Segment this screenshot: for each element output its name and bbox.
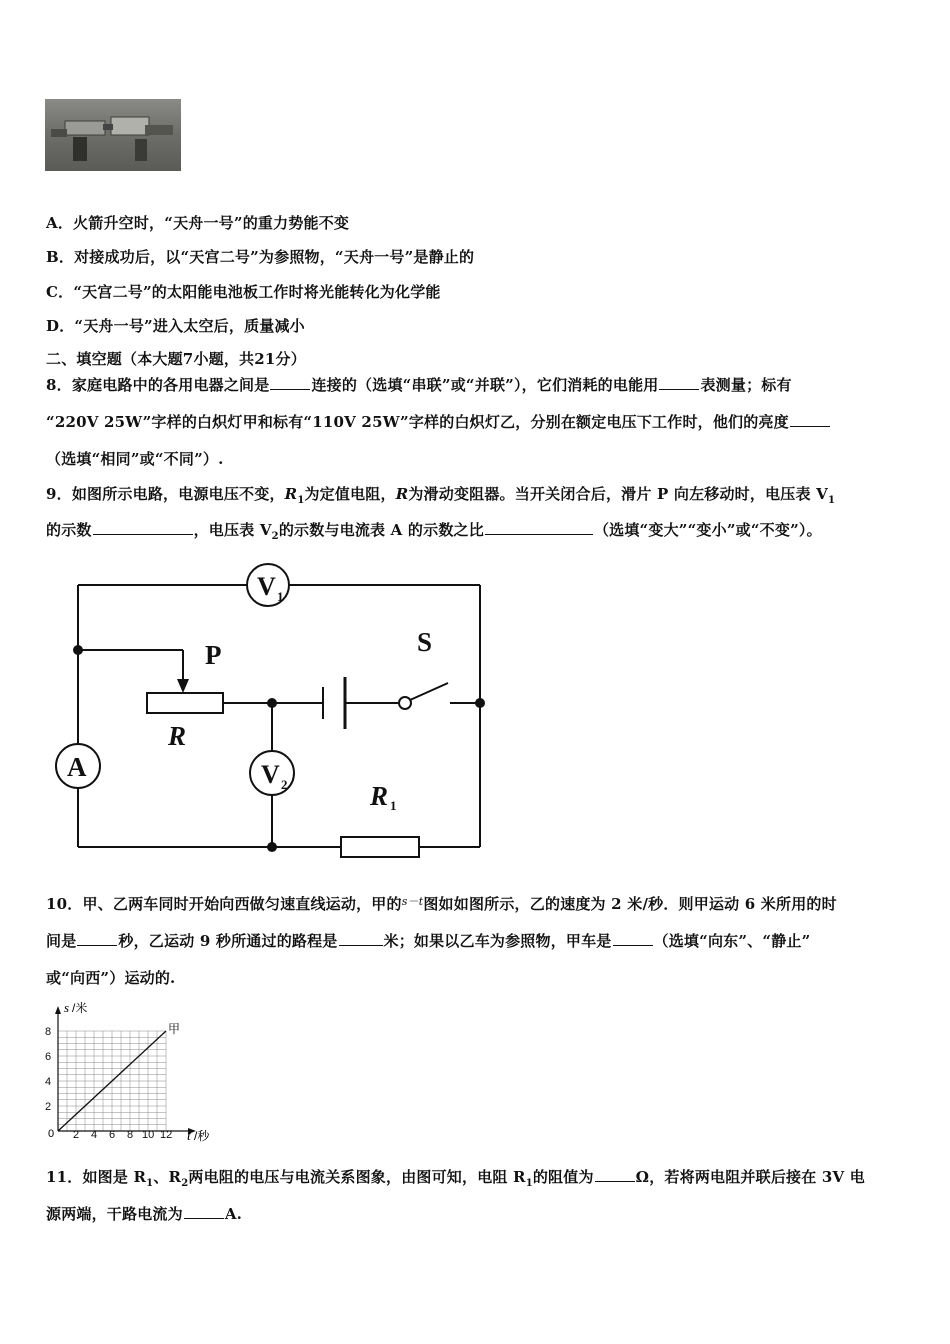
option-c: C．“天宫二号”的太阳能电池板工作时将光能转化为化学能 — [46, 283, 441, 301]
origin-label: 0 — [48, 1128, 55, 1140]
q9-text-1c: 为滑动变阻器。当开关闭合后，滑片 P 向左移动时，电压表 V — [408, 485, 828, 503]
option-d: D．“天舟一号”进入太空后，质量减小 — [46, 317, 305, 335]
q10-text-1a: 10．甲、乙两车同时开始向西做匀速直线运动，甲的 — [46, 895, 402, 913]
option-b: B．对接成功后，以“天宫二号”为参照物，“天舟一号”是静止的 — [46, 248, 475, 266]
q10-text-2b: 秒，乙运动 9 秒所通过的路程是 — [118, 932, 338, 950]
x-tick-label: 10 — [142, 1129, 155, 1141]
q9-r1-symbol: R — [284, 485, 298, 503]
x-axis-var: t — [187, 1129, 191, 1144]
q11-blank-2[interactable] — [184, 1204, 224, 1219]
q11-text-2b: A. — [224, 1205, 243, 1223]
q8-line-3: （选填“相同”或“不同”）. — [46, 450, 224, 468]
switch-blade — [410, 683, 448, 700]
q9-text-1b: 为定值电阻， — [304, 485, 396, 503]
node-bottom — [267, 842, 277, 852]
q10-line-3: 或“向西”）运动的. — [46, 969, 176, 987]
resistor-r1 — [341, 837, 419, 857]
q10-st-symbol: s－t — [401, 895, 424, 908]
x-tick-label: 4 — [91, 1129, 98, 1141]
q9-text-2b: ，电压表 V — [193, 521, 272, 539]
q8-line-2 — [46, 411, 831, 432]
q8-text-1b: 连接的（选填“串联”或“并联”），它们消耗的电能用 — [311, 376, 659, 394]
st-graph — [40, 998, 230, 1146]
q11-sub-2: 2 — [181, 1178, 189, 1189]
q9-line-2 — [46, 519, 822, 542]
y-axis-var: s — [64, 1000, 70, 1015]
q10-blank-1[interactable] — [77, 931, 117, 946]
q8-blank-2[interactable] — [659, 375, 699, 390]
q11-text-1a: 11．如图是 R — [46, 1168, 147, 1186]
y-axis-unit: /米 — [72, 1001, 88, 1015]
q11-text-1b: 、R — [153, 1168, 182, 1186]
node-middle — [267, 698, 277, 708]
q10-blank-2[interactable] — [339, 931, 383, 946]
v2-label: V — [261, 760, 280, 789]
q9-r1-subscript: 1 — [297, 495, 305, 506]
v1-label: V — [257, 572, 276, 601]
q11-sub-3: 1 — [525, 1178, 533, 1189]
y-axis-arrow — [55, 1006, 61, 1014]
y-tick-label: 4 — [45, 1076, 52, 1088]
y-tick-label: 6 — [45, 1051, 52, 1063]
rheostat-r — [147, 693, 223, 713]
q9-blank-1[interactable] — [93, 520, 193, 535]
q9-text-2a: 的示数 — [46, 521, 92, 539]
switch-s-label: S — [417, 627, 433, 657]
q8-line-1 — [46, 374, 792, 395]
q10-line-1 — [46, 893, 837, 914]
node-right — [475, 698, 485, 708]
option-a: A．火箭升空时，“天舟一号”的重力势能不变 — [46, 214, 350, 232]
q9-blank-2[interactable] — [485, 520, 593, 535]
y-tick-label: 8 — [45, 1026, 52, 1038]
q8-text-1a: 8．家庭电路中的各用电器之间是 — [46, 376, 270, 394]
v2-label-sub: 2 — [281, 777, 288, 792]
q10-text-2d: （选填“向东”、“静止” — [653, 932, 811, 950]
x-tick-label: 2 — [73, 1129, 80, 1141]
x-tick-label: 12 — [160, 1129, 173, 1141]
switch-pivot — [399, 697, 411, 709]
q11-sub-1: 1 — [146, 1178, 154, 1189]
spacecraft-docking-photo — [45, 99, 181, 171]
slider-p-label: P — [205, 640, 222, 670]
series-label-jia: 甲 — [168, 1022, 181, 1036]
q8-text-1c: 表测量；标有 — [700, 376, 792, 394]
q10-line-2 — [46, 930, 810, 951]
q9-v2-subscript: 2 — [271, 531, 279, 542]
q8-text-2a: “220V 25W”字样的白炽灯甲和标有“110V 25W”字样的白炽灯乙，分别在额定电压下工作时，他们的亮度 — [46, 413, 789, 431]
q9-r-symbol: R — [395, 485, 409, 503]
q9-text-2d: （选填“变大”“变小”或“不变”）。 — [593, 521, 822, 539]
q10-text-2a: 间是 — [46, 932, 77, 950]
circuit-diagram — [40, 555, 510, 865]
r1-label: R — [370, 781, 389, 811]
section-heading: 二、填空题（本大题7小题，共21分） — [46, 350, 306, 368]
r1-label-sub: 1 — [390, 798, 397, 813]
x-tick-label: 6 — [109, 1129, 116, 1141]
q11-text-1e: Ω，若将两电阻并联后接在 3V 电 — [635, 1168, 865, 1186]
q11-text-1c: 两电阻的电压与电流关系图象，由图可知，电阻 R — [188, 1168, 526, 1186]
node-left — [73, 645, 83, 655]
q8-blank-3[interactable] — [790, 412, 830, 427]
ammeter-label: A — [67, 752, 87, 782]
q10-text-2c: 米；如果以乙车为参照物，甲车是 — [383, 932, 612, 950]
q11-line-1 — [46, 1166, 865, 1189]
rheostat-label: R — [168, 721, 187, 751]
q11-line-2 — [46, 1203, 242, 1224]
q9-v1-subscript: 1 — [827, 495, 836, 506]
x-axis-unit: /秒 — [194, 1129, 210, 1143]
q10-text-1b: 图如如图所示，乙的速度为 2 米/秒．则甲运动 6 米所用的时 — [423, 895, 837, 913]
q9-line-1 — [46, 483, 835, 506]
q11-blank-1[interactable] — [595, 1167, 635, 1182]
q11-text-2a: 源两端，干路电流为 — [46, 1205, 183, 1223]
slider-arrowhead — [177, 679, 189, 693]
y-tick-label: 2 — [45, 1101, 52, 1113]
q10-blank-3[interactable] — [613, 931, 653, 946]
q9-text-2c: 的示数与电流表 A 的示数之比 — [278, 521, 484, 539]
v1-label-sub: 1 — [277, 589, 284, 604]
x-tick-label: 8 — [127, 1129, 134, 1141]
q9-text-1a: 9．如图所示电路，电源电压不变， — [46, 485, 285, 503]
q11-text-1d: 的阻值为 — [532, 1168, 594, 1186]
q8-blank-1[interactable] — [270, 375, 310, 390]
